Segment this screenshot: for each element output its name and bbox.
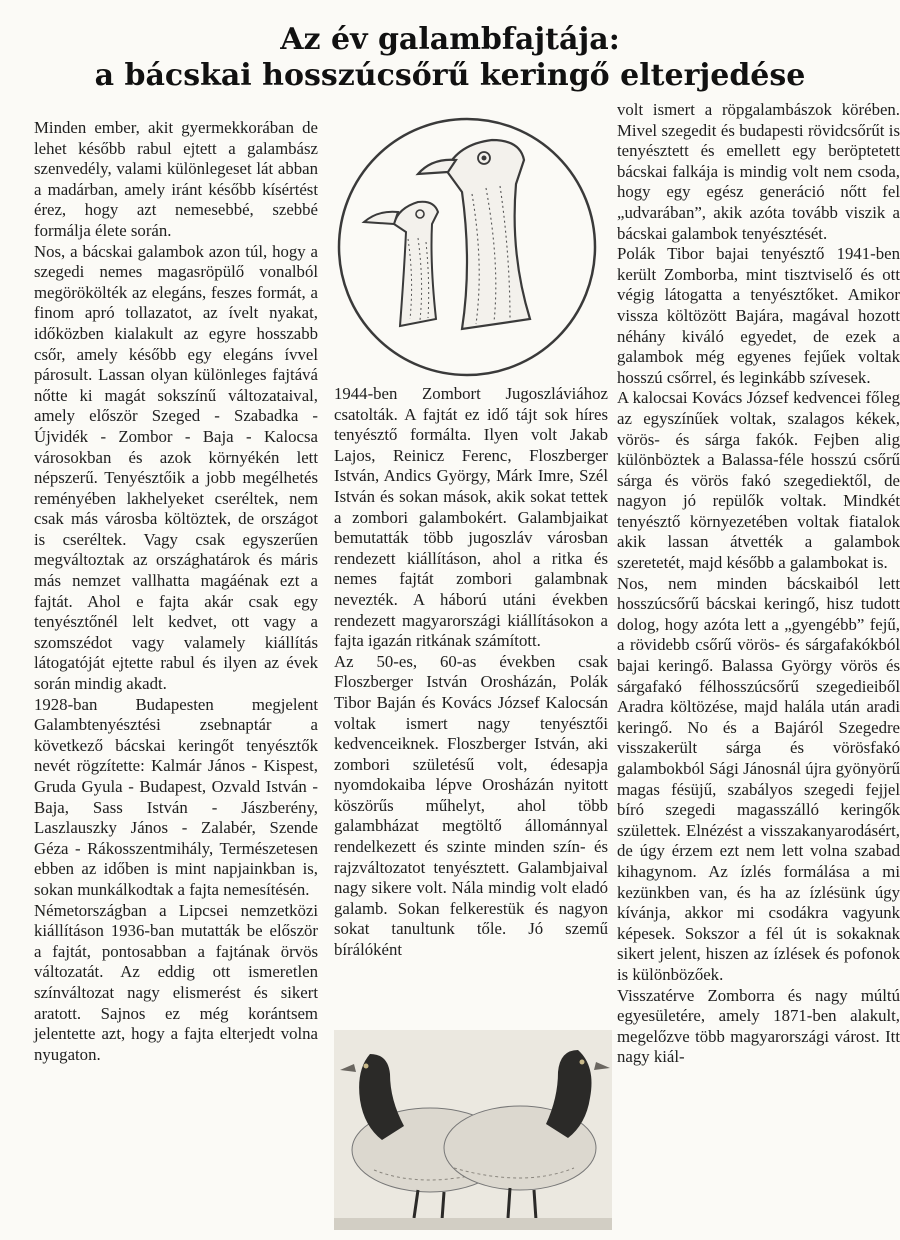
article-title	[0, 22, 900, 94]
paragraph: Nos, a bácskai galambok azon túl, hogy a szegedi nemes magasröpülő vonalból megörökölték az elegáns, feszes formát, a finom apró tollazatot, az ívelt nyakat, időközben kialakult az egyre hosszabb csőr, amely később egy elegáns ívvel párosult. Lassan olyan különleges fajtává nőtte ki magát sokszínű változataival, amely először Szeged - Szabadka - Újvidék - Zombor - Baja - Kalocsa városokban és azok környékén lett népszerű. Tenyésztőik a jobb megélhetés reményében lakhelyeket cseréltek, nem csak más városba költöztek, de országot is cseréltek. Vagy csak egyszerűen megváltoztak az országhatárok és máris más nemzet vallhatta magáénak ezt a fajtát. Ahol e fajta akár csak egy tenyésztőnél lelt kedvet, ott vagy a szomszédot vagy valamely kiállítás látogatóját ejtette rabul és ilyen az évek során mindig akadt.	[34, 241, 318, 694]
paragraph: Visszatérve Zomborra és nagy múltú egyesületére, amely 1871-ben alakult, megelőzve több magyarországi várost. Itt nagy kiál-	[617, 985, 900, 1067]
paragraph: 1944-ben Zombort Jugoszláviához csatolták. A fajtát ez idő tájt sok híres tenyésztő formálta. Ilyen volt Jakab Lajos, Reinicz Ferenc, Floszberger István, Andics György, Márk Imre, Szél István és sokan mások, akik sokat tettek a zombori galambokért. Galambjaikat bemutatták több jugoszláv városban rendezett kiállításon, ahol a ritka és nemes fajtát zombori galambnak nevezték. A háború utáni években rendezett magyarországi kiállításokon a fajta igazán ritkának számított.	[334, 384, 608, 651]
paragraph: Németországban a Lipcsei nemzetközi kiállításon 1936-ban mutatták be először a fajtát, pontosabban a fajtának örvös változatát. Az eddig ott ismeretlen színváltozat nagy elismerést és sikert aratott. Sajnos ez még korántsem jelentette azt, hogy a fajta elterjedt volna nyugaton.	[34, 900, 318, 1064]
pigeon-pair-photo	[334, 1030, 612, 1230]
paragraph: Az 50-es, 60-as években csak Floszberger István Orosházán, Polák Tibor Baján és Kovács József Kalocsán voltak ismert nagy tenyésztői kedvenceiknek. Floszberger István, aki zombori születésű volt, édesapja nyomdokaiba lépve Orosházán nyitott köszörűs műhelyt, ahol több galambházat megtöltő állománnyal rendelkezett és szinte minden szín- és rajzváltozatot tenyésztett. Galambjaival nagy sikere volt. Nála mindig volt eladó galamb. Sokan felkerestük és nagyon sokat tanultunk tőle. Jó szemű bírálóként	[334, 651, 608, 960]
paragraph: volt ismert a röpgalambászok körében. Mivel szegedit és budapesti rövidcsőrűt is tenyésztett és emellett egy beröptetett bácskai falkája is mindig volt nem csoda, hogy egy egész generáció nőtt fel „udvarában”, akik azóta tovább viszik a bácskai galambok tenyésztését.	[617, 100, 900, 243]
paragraph: Minden ember, akit gyermekkorában de lehet később rabul ejtett a galambász szenvedély, valami különlegeset lát abban a madárban, amely iránt később kísértést érez, hogy azt nemesebbé, szebbé formálja élete során.	[34, 118, 318, 240]
pigeon-heads-illustration	[334, 114, 600, 380]
small-pigeon-head	[364, 202, 438, 326]
text-column-1	[34, 118, 318, 1065]
text-column-2	[334, 384, 608, 961]
paragraph: Nos, nem minden bácskaiból lett hosszúcsőrű bácskai keringő, hisz tudott dolog, hogy azóta lett a „gyengébb” fejű, a rövidebb csőrű vörös- és sárgafakókból bajai keringő. Balassa György vörös és sárgafakó félhosszúcsőrű szegedieiből Aradra költözése, majd halála után aradi keringő. No és a Bajáról Szegedre visszakerült sárga és vörösfakó galambokból Sági Jánosnál újra gyönyörű magas fésüjű, szabályos szegedi fejjel bíró szegedi magasszálló keringők születtek. Elnézést a visszakanyarodásért, de úgy érzem ezt nem lett volna szabad kihagynom. Az ízlés formálása a mi kezünkben van, és ha az ízlésünk úgy kívánja, akkor mi csodákra vagyunk képesek. Sokszor a fél út is sokaknak sikert jelent, hiszen az ízlések és pofonok is különbözőek.	[617, 573, 900, 984]
title-line-2: a bácskai hosszúcsőrű keringő elterjedése	[94, 58, 806, 93]
pigeon-heads-svg	[334, 114, 600, 380]
text-column-3	[617, 100, 900, 1068]
title-line-1: Az év galambfajtája:	[280, 22, 620, 57]
paragraph: Polák Tibor bajai tenyésztő 1941-ben került Zomborba, mint tisztviselő és ott végig látogatta a tenyésztőket. Amikor vissza költözött Bajára, magával hozott néhány kiváló egyedet, de ezek a galambok még egyenes fejűek voltak hosszú csőrrel, és leginkább szívesek.	[617, 244, 900, 387]
pigeon-pair-svg	[334, 1030, 612, 1230]
paragraph: A kalocsai Kovács József kedvencei főleg az egyszínűek voltak, szalagos kékek, vörös- és sárga fakók. Fejben alig különböztek a Balassa-féle hosszú csőrű sárga és vörös fakó szegediektől, de nagyon jó repülők voltak. Mindkét tenyésztő környezetében voltak fiatalok akik lassan átvették a galambok szeretetét, majd később a galambokat is.	[617, 388, 900, 573]
paragraph: 1928-ban Budapesten megjelent Galambtenyésztési zsebnaptár a következő bácskai keringőt tenyésztők nevét rögzítette: Kalmár János - Kispest, Gruda Gyula - Budapest, Ozvald István - Baja, Sass István - Jászberény, Laszlauszky János - Zalabér, Szende Géza - Rákosszentmihály, Természetesen ebben az időben is mint napjainkban is, sokan munkálkodtak a fajta nemesítésén.	[34, 694, 318, 899]
